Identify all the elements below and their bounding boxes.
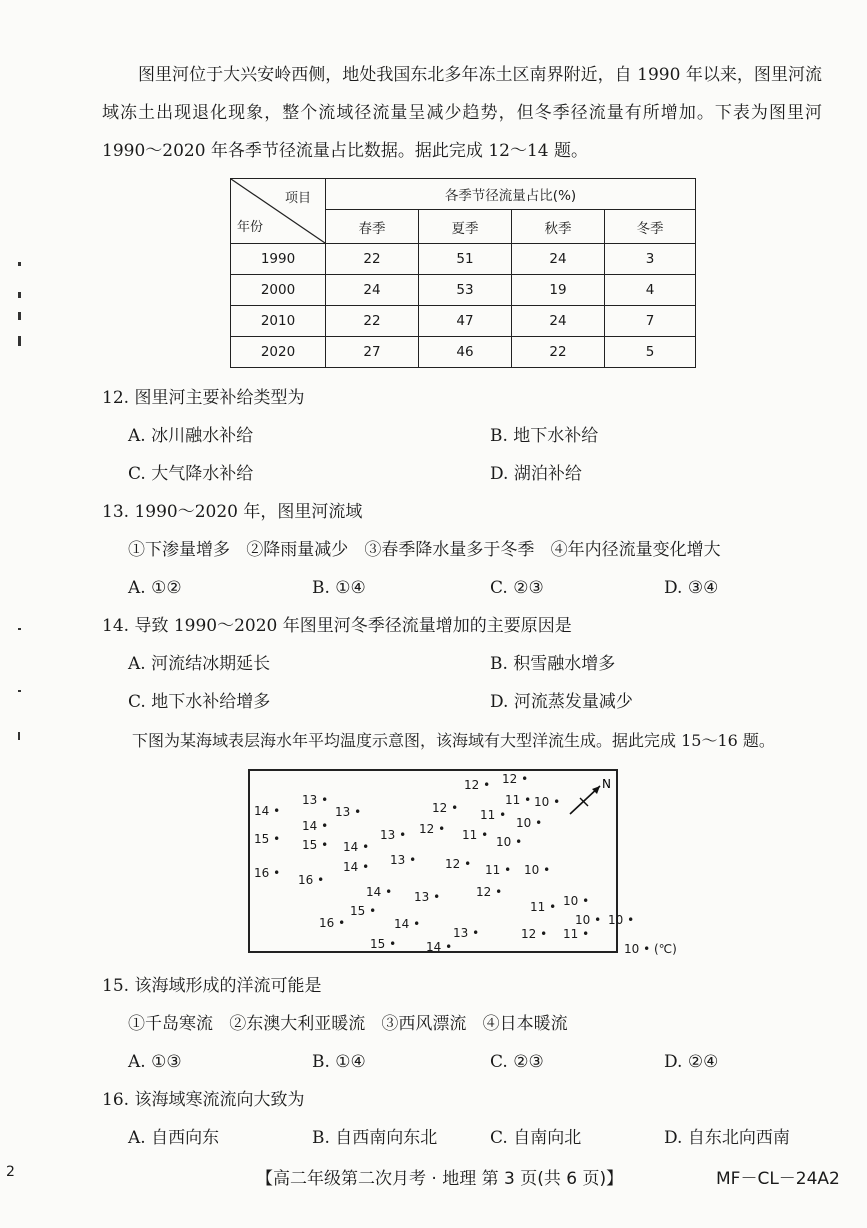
table-row (231, 337, 696, 368)
temperature-point: 12 • (476, 885, 503, 899)
q15-stem: 15. 该海域形成的洋流可能是 (102, 976, 322, 996)
cell: 4 (605, 275, 696, 306)
temperature-point: 11 • (480, 808, 507, 822)
col-header-winter: 冬季 (605, 210, 696, 244)
q14-option-d[interactable]: D. 河流蒸发量减少 (490, 692, 633, 712)
temperature-point: 14 • (302, 819, 329, 833)
footer-code: MF－CL－24A2 (716, 1169, 840, 1189)
table-row (231, 306, 696, 337)
binding-mark (18, 292, 21, 298)
q15-option-b[interactable]: B. ①④ (312, 1052, 366, 1072)
temperature-point: 15 • (254, 832, 281, 846)
temperature-point: 12 • (445, 857, 472, 871)
temperature-point: 14 • (343, 840, 370, 854)
passage-intro-12-14: 图里河位于大兴安岭西侧，地处我国东北多年冻土区南界附近，自 1990 年以来，图里河流域冻土出现退化现象，整个流域径流量呈减少趋势，但冬季径流量有所增加。下表为图里河1990～2020 年各季节径流量占比数据。据此完成 12～14 题。 (102, 65, 822, 161)
q15-option-d[interactable]: D. ②④ (664, 1052, 719, 1072)
q13-option-c[interactable]: C. ②③ (490, 578, 544, 598)
unit-label: (℃) (653, 942, 677, 956)
row-year: 2000 (231, 275, 326, 306)
temperature-point: 13 • (335, 805, 362, 819)
cell: 51 (419, 244, 512, 275)
q13-stem: 13. 1990～2020 年，图里河流域 (102, 502, 363, 522)
binding-mark (18, 262, 21, 266)
temperature-point: 15 • (370, 937, 397, 951)
q14-option-c[interactable]: C. 地下水补给增多 (128, 692, 271, 712)
q12-option-a[interactable]: A. 冰川融水补给 (128, 426, 254, 446)
cell: 22 (326, 306, 419, 337)
q15-option-a[interactable]: A. ①③ (128, 1052, 182, 1072)
temperature-point: 13 • (453, 926, 480, 940)
temperature-point: 10 • (575, 913, 602, 927)
temperature-point: 14 • (394, 917, 421, 931)
col-header-autumn: 秋季 (512, 210, 605, 244)
temperature-point: 11 • (485, 863, 512, 877)
north-arrow-icon (566, 778, 614, 818)
cell: 46 (419, 337, 512, 368)
col-header-summer: 夏季 (419, 210, 512, 244)
temperature-point: 11 • (505, 793, 532, 807)
cell: 3 (605, 244, 696, 275)
q13-option-b[interactable]: B. ①④ (312, 578, 366, 598)
temperature-point: 16 • (254, 866, 281, 880)
cell: 5 (605, 337, 696, 368)
cell: 24 (326, 275, 419, 306)
table-group-header: 各季节径流量占比(%) (326, 179, 696, 210)
north-label: N (602, 778, 611, 791)
temperature-point: 14 • (343, 860, 370, 874)
col-header-spring: 春季 (326, 210, 419, 244)
cell: 22 (326, 244, 419, 275)
temperature-point: 10 • (534, 795, 561, 809)
temperature-point: 10 • (608, 913, 635, 927)
cell: 27 (326, 337, 419, 368)
temperature-point: 10 • (524, 863, 551, 877)
binding-mark (18, 690, 21, 692)
binding-mark (18, 628, 21, 630)
q12-stem: 12. 图里河主要补给类型为 (102, 388, 305, 408)
q13-items: ①下渗量增多 ②降雨量减少 ③春季降水量多于冬季 ④年内径流量变化增大 (128, 540, 721, 560)
temperature-point: 12 • (502, 772, 529, 786)
corner-label-year: 年份 (237, 220, 264, 235)
binding-mark (18, 312, 21, 320)
temperature-point: 13 • (302, 793, 329, 807)
cell: 22 (512, 337, 605, 368)
temperature-point: 10 • (516, 816, 543, 830)
table-row (231, 275, 696, 306)
q14-option-a[interactable]: A. 河流结冰期延长 (128, 654, 271, 674)
temperature-point: 12 • (419, 822, 446, 836)
temperature-point: 10 • (496, 835, 523, 849)
binding-mark (18, 336, 21, 346)
q12-option-c[interactable]: C. 大气降水补给 (128, 464, 254, 484)
q14-stem: 14. 导致 1990～2020 年图里河冬季径流量增加的主要原因是 (102, 616, 572, 636)
row-year: 2010 (231, 306, 326, 337)
footer-title: 【高二年级第二次月考 · 地理 第 3 页(共 6 页)】 (256, 1169, 624, 1189)
binding-mark (18, 732, 20, 740)
temperature-point: 11 • (530, 900, 557, 914)
cell: 53 (419, 275, 512, 306)
row-year: 1990 (231, 244, 326, 275)
cell: 7 (605, 306, 696, 337)
temperature-point: 11 • (462, 828, 489, 842)
temperature-point: 12 • (521, 927, 548, 941)
runoff-table (230, 178, 696, 368)
q16-option-d[interactable]: D. 自东北向西南 (664, 1128, 790, 1148)
cell: 24 (512, 244, 605, 275)
temperature-point: 14 • (254, 804, 281, 818)
temperature-point: 15 • (302, 838, 329, 852)
temperature-point: 16 • (319, 916, 346, 930)
temperature-point: 13 • (380, 828, 407, 842)
q15-items: ①千岛寒流 ②东澳大利亚暖流 ③西风漂流 ④日本暖流 (128, 1014, 568, 1034)
temperature-point: 11 • (563, 927, 590, 941)
corner-label-item: 项目 (284, 191, 311, 206)
temperature-point: 13 • (414, 890, 441, 904)
table-row (231, 244, 696, 275)
q16-option-c[interactable]: C. 自南向北 (490, 1128, 582, 1148)
q13-option-d[interactable]: D. ③④ (664, 578, 719, 598)
temperature-point: 10 • (563, 894, 590, 908)
q16-stem: 16. 该海域寒流流向大致为 (102, 1090, 305, 1110)
q16-option-b[interactable]: B. 自西南向东北 (312, 1128, 438, 1148)
edge-mark: 2 (6, 1164, 15, 1180)
temperature-point: 14 • (366, 885, 393, 899)
q15-option-c[interactable]: C. ②③ (490, 1052, 544, 1072)
row-year: 2020 (231, 337, 326, 368)
q13-option-a[interactable]: A. ①② (128, 578, 182, 598)
q12-option-b[interactable]: B. 地下水补给 (490, 426, 599, 446)
temperature-point: 14 • (426, 940, 453, 954)
passage-intro-15-16: 下图为某海域表层海水年平均温度示意图，该海域有大型洋流生成。据此完成 15～16 题。 (132, 731, 775, 750)
temperature-point: 12 • (432, 801, 459, 815)
cell: 47 (419, 306, 512, 337)
temperature-point: 15 • (350, 904, 377, 918)
cell: 24 (512, 306, 605, 337)
q16-option-a[interactable]: A. 自西向东 (128, 1128, 220, 1148)
q12-option-d[interactable]: D. 湖泊补给 (490, 464, 582, 484)
temperature-point: 12 • (464, 778, 491, 792)
cell: 19 (512, 275, 605, 306)
q14-option-b[interactable]: B. 积雪融水增多 (490, 654, 616, 674)
table-corner-cell (231, 179, 326, 244)
temperature-point: 13 • (390, 853, 417, 867)
map-legend-unit: 10 • (℃) (624, 942, 677, 956)
temperature-point: 16 • (298, 873, 325, 887)
